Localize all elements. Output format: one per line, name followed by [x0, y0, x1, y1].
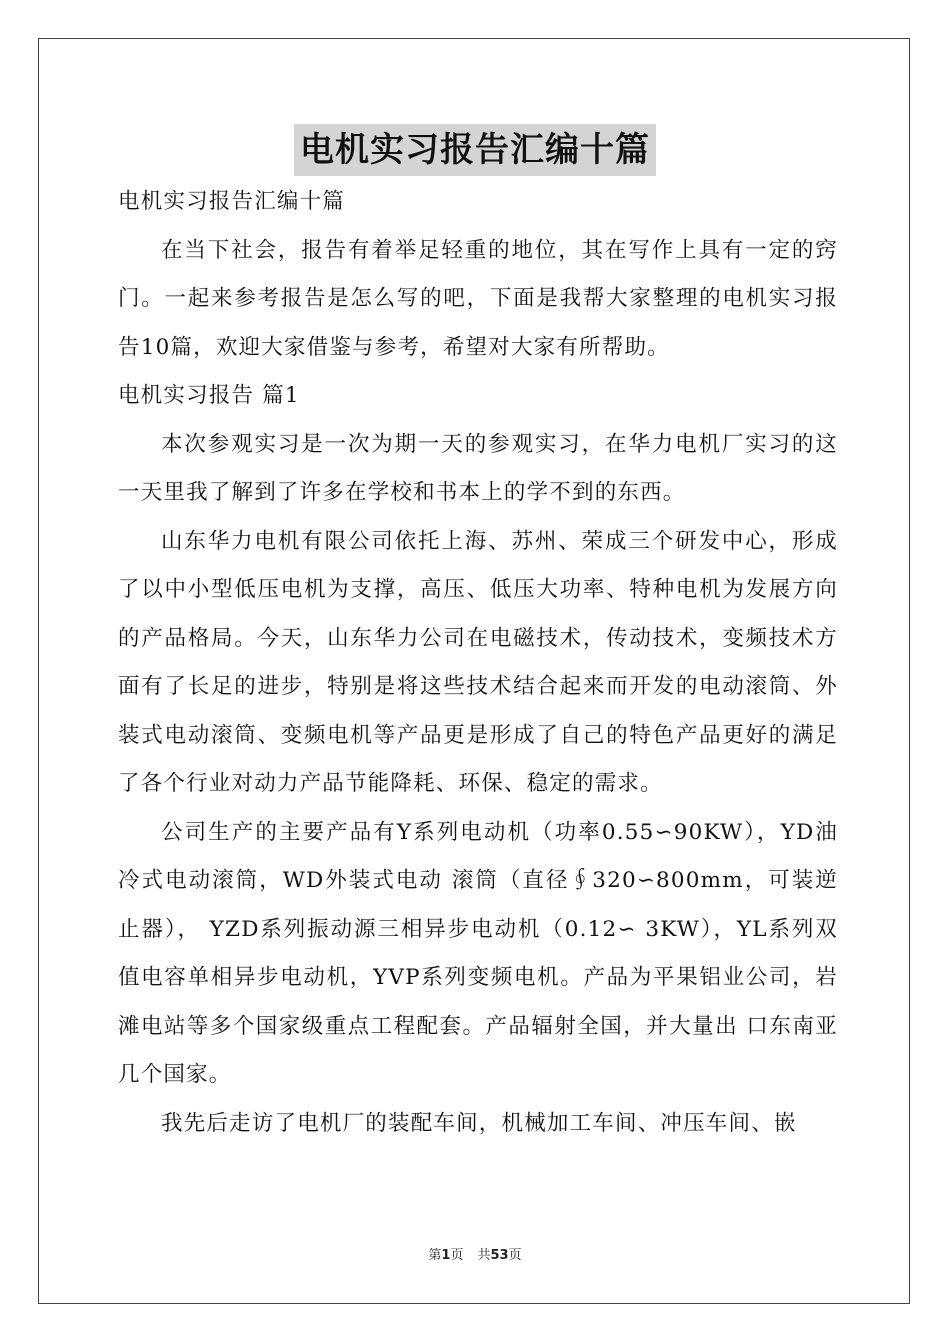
footer-page-number: 1: [441, 1248, 451, 1263]
footer-total-suffix: 页: [508, 1248, 522, 1263]
body-paragraph: 本次参观实习是一次为期一天的参观实习，在华力电机厂实习的这一天里我了解到了许多在学校和书本上的学不到的东西。: [118, 431, 838, 505]
title-container: [0, 124, 950, 176]
footer-page-mid: 页: [450, 1248, 464, 1263]
footer-total-prefix: 共: [477, 1248, 491, 1263]
body-paragraph: 公司生产的主要产品有Y系列电动机（功率0.55∽90KW），YD油冷式电动滚筒，WD外装式电动 滚筒（直径∮320∽800mm，可装逆止器）， YZD系列振动源三相异步电动机（0.12∽ 3KW），YL系列双值电容单相异步电动机，YVP系列变频电机。产品为平果铝业公司，岩滩电站等多个国家级重点工程配套。产品辐射全国，并大量出 口东南亚几个国家。: [118, 819, 838, 1087]
body-paragraph: 山东华力电机有限公司依托上海、苏州、荣成三个研发中心，形成了以中小型低压电机为支撑，高压、低压大功率、特种电机为发展方向的产品格局。今天，山东华力公司在电磁技术，传动技术，变频技术方面有了长足的进步，特别是将这些技术结合起来而开发的电动滚筒、外装式电动滚筒、变频电机等产品更是形成了自己的特色产品更好的满足了各个行业对动力产品节能降耗、环保、稳定的需求。: [118, 528, 838, 796]
intro-paragraph: 在当下社会，报告有着举足轻重的地位，其在写作上具有一定的窍门。一起来参考报告是怎么写的吧，下面是我帮大家整理的电机实习报告10篇，欢迎大家借鉴与参考，希望对大家有所帮助。: [118, 237, 838, 360]
footer-page-prefix: 第: [428, 1248, 442, 1263]
document-subtitle: 电机实习报告汇编十篇: [118, 189, 346, 214]
section-heading: 电机实习报告 篇1: [118, 383, 300, 408]
body-paragraph: 我先后走访了电机厂的装配车间，机械加工车间、冲压车间、嵌: [161, 1110, 797, 1136]
document-title: 电机实习报告汇编十篇: [294, 124, 656, 176]
document-body: [118, 178, 838, 1148]
footer-page-total: 53: [490, 1248, 509, 1263]
page-footer: [0, 1244, 950, 1263]
